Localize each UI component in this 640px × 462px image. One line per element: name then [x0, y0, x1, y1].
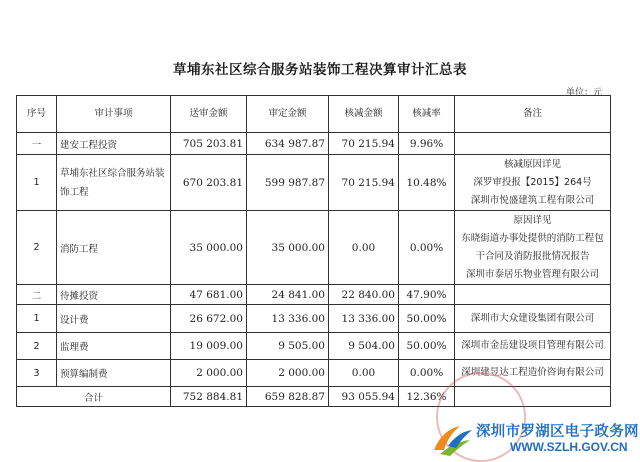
- document-title: 草埔东社区综合服务站装饰工程决算审计汇总表: [173, 62, 467, 78]
- cell-remarks: [455, 285, 611, 305]
- cell-submitted: 35 000.00: [171, 211, 247, 285]
- total-label: 合计: [17, 387, 171, 407]
- unit-label: 单位：元: [566, 88, 603, 98]
- cell-seq: 2: [17, 211, 57, 285]
- cell-item: 设计费: [57, 305, 171, 333]
- remark-line: 东晓街道办事处提供的消防工程包: [461, 232, 604, 244]
- cell-item: 预算编制费: [57, 360, 171, 387]
- cell-remarks: [455, 155, 611, 211]
- cell-submitted: 670 203.81: [171, 155, 247, 211]
- cell-seq: 1: [17, 155, 57, 211]
- cell-rate: 10.48%: [399, 155, 455, 211]
- table-row: [17, 305, 611, 333]
- cell-reduction: 0.00: [329, 211, 399, 285]
- cell-item: 建安工程投资: [57, 133, 171, 155]
- cell-item: 草埔东社区综合服务站装饰工程: [57, 155, 171, 211]
- cell-reduction: 13 336.00: [329, 305, 399, 333]
- cell-rate: 0.00%: [399, 211, 455, 285]
- header-seq: 序号: [17, 96, 57, 133]
- total-submitted: 752 884.81: [171, 387, 247, 407]
- cell-submitted: 19 009.00: [171, 333, 247, 360]
- cell-rate: 47.90%: [399, 285, 455, 305]
- swoosh-logo-icon: [430, 420, 474, 458]
- header-approved: 审定金额: [247, 96, 329, 133]
- cell-submitted: 705 203.81: [171, 133, 247, 155]
- cell-reduction: 22 840.00: [329, 285, 399, 305]
- watermark-url: WWW.SZLH.GOV.CN: [510, 440, 628, 454]
- cell-item: 待摊投资: [57, 285, 171, 305]
- cell-submitted: 47 681.00: [171, 285, 247, 305]
- remark-line: 深罗审投报【2015】264号: [473, 176, 592, 188]
- cell-rate: 9.96%: [399, 133, 455, 155]
- cell-item: 消防工程: [57, 211, 171, 285]
- cell-rate: 50.00%: [399, 333, 455, 360]
- cell-seq: 1: [17, 305, 57, 333]
- cell-seq: 二: [17, 285, 57, 305]
- cell-approved: 599 987.87: [247, 155, 329, 211]
- cell-remarks: 深圳市金岳建设项目管理有限公司: [455, 333, 611, 360]
- header-remarks: 备注: [455, 96, 611, 133]
- watermark-logo: [430, 418, 640, 461]
- remark-line: 深圳市悦盛建筑工程有限公司: [470, 194, 595, 206]
- table-row: [17, 133, 611, 155]
- cell-item: 监理费: [57, 333, 171, 360]
- cell-approved: 2 000.00: [247, 360, 329, 387]
- cell-reduction: 70 215.94: [329, 133, 399, 155]
- header-row: [17, 96, 611, 133]
- cell-seq: 2: [17, 333, 57, 360]
- cell-remarks: 深圳市大众建设集团有限公司: [455, 305, 611, 333]
- cell-rate: 0.00%: [399, 360, 455, 387]
- cell-remarks: 深圳建昱达工程造价咨询有限公司: [455, 360, 611, 387]
- header-item: 审计事项: [57, 96, 171, 133]
- cell-approved: 9 505.00: [247, 333, 329, 360]
- cell-seq: 3: [17, 360, 57, 387]
- remark-line: 干合同及消防报批情况报告: [475, 250, 590, 262]
- table-row: [17, 333, 611, 360]
- cell-approved: 13 336.00: [247, 305, 329, 333]
- cell-submitted: 26 672.00: [171, 305, 247, 333]
- header-reduction: 核减金额: [329, 96, 399, 133]
- cell-reduction: 9 504.00: [329, 333, 399, 360]
- remark-line: 核减原因详见: [503, 158, 561, 170]
- cell-approved: 24 841.00: [247, 285, 329, 305]
- audit-summary-table: [16, 95, 611, 407]
- total-rate: 12.36%: [399, 387, 455, 407]
- cell-remarks: [455, 211, 611, 285]
- cell-approved: 634 987.87: [247, 133, 329, 155]
- remark-line: 深圳市泰居乐物业管理有限公司: [465, 268, 599, 280]
- total-approved: 659 828.87: [247, 387, 329, 407]
- cell-seq: 一: [17, 133, 57, 155]
- cell-rate: 50.00%: [399, 305, 455, 333]
- header-submitted: 送审金额: [171, 96, 247, 133]
- cell-reduction: 70 215.94: [329, 155, 399, 211]
- cell-approved: 35 000.00: [247, 211, 329, 285]
- table-row: [17, 155, 611, 211]
- cell-remarks: [455, 133, 611, 155]
- total-reduction: 93 055.94: [329, 387, 399, 407]
- table-row: [17, 211, 611, 285]
- remark-line: 原因详见: [513, 214, 552, 226]
- table-row: [17, 360, 611, 387]
- cell-reduction: 0.00: [329, 360, 399, 387]
- table-row: [17, 285, 611, 305]
- cell-submitted: 2 000.00: [171, 360, 247, 387]
- watermark-site-name: 深圳市罗湖区电子政务网: [476, 424, 639, 440]
- header-rate: 核减率: [399, 96, 455, 133]
